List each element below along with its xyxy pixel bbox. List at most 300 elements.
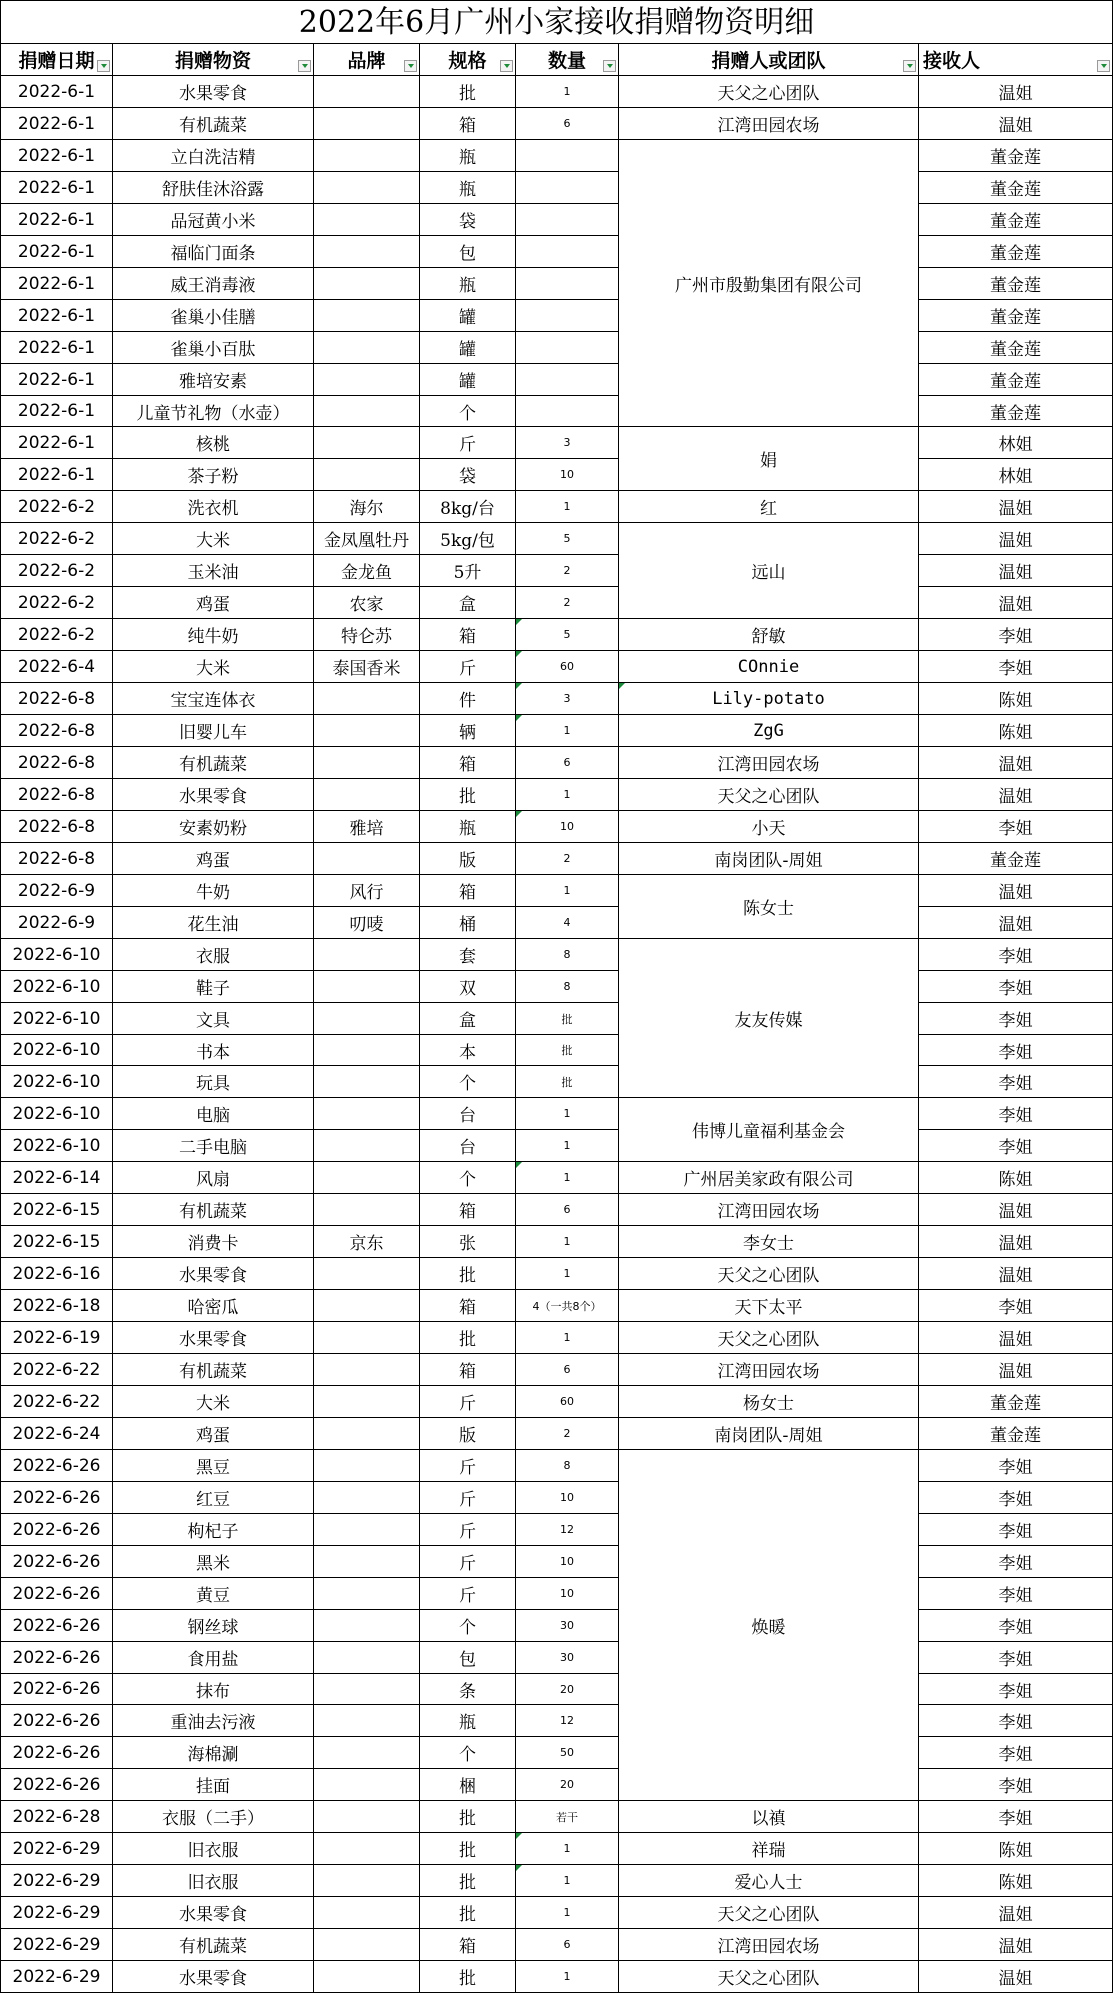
qty-cell[interactable]: [516, 1322, 619, 1354]
header-brand[interactable]: [314, 44, 420, 76]
receiver-cell[interactable]: [919, 76, 1113, 108]
date-cell[interactable]: [0, 1258, 113, 1290]
spec-cell[interactable]: [420, 364, 516, 396]
receiver-cell[interactable]: [919, 1929, 1113, 1961]
spec-cell[interactable]: [420, 1130, 516, 1162]
qty-cell[interactable]: [516, 427, 619, 459]
item-cell[interactable]: [113, 1322, 314, 1354]
receiver-cell[interactable]: [919, 427, 1113, 459]
merged-donor-cell[interactable]: [619, 939, 919, 1098]
item-cell[interactable]: [113, 396, 314, 427]
spec-cell[interactable]: [420, 1865, 516, 1897]
brand-cell[interactable]: [314, 1418, 420, 1450]
qty-cell[interactable]: [516, 1003, 619, 1035]
spec-cell[interactable]: [420, 715, 516, 747]
item-cell[interactable]: [113, 1674, 314, 1705]
brand-cell[interactable]: [314, 651, 420, 683]
brand-cell[interactable]: [314, 204, 420, 236]
qty-cell[interactable]: [516, 1482, 619, 1514]
date-cell[interactable]: [0, 1194, 113, 1226]
item-cell[interactable]: [113, 1258, 314, 1290]
receiver-cell[interactable]: [919, 1801, 1113, 1833]
receiver-cell[interactable]: [919, 1130, 1113, 1162]
item-cell[interactable]: [113, 811, 314, 843]
donor-cell[interactable]: [619, 76, 919, 108]
qty-cell[interactable]: [516, 1801, 619, 1833]
date-cell[interactable]: [0, 555, 113, 587]
date-cell[interactable]: [0, 683, 113, 715]
date-cell[interactable]: [0, 1674, 113, 1705]
donor-cell[interactable]: [619, 843, 919, 875]
spec-cell[interactable]: [420, 1035, 516, 1066]
qty-cell[interactable]: [516, 236, 619, 268]
receiver-cell[interactable]: [919, 1514, 1113, 1546]
donor-cell[interactable]: [619, 1961, 919, 1993]
receiver-cell[interactable]: [919, 459, 1113, 491]
receiver-cell[interactable]: [919, 1865, 1113, 1897]
item-cell[interactable]: [113, 1737, 314, 1769]
receiver-cell[interactable]: [919, 1833, 1113, 1865]
receiver-cell[interactable]: [919, 1194, 1113, 1226]
item-cell[interactable]: [113, 683, 314, 715]
receiver-cell[interactable]: [919, 907, 1113, 939]
date-cell[interactable]: [0, 491, 113, 523]
item-cell[interactable]: [113, 268, 314, 300]
item-cell[interactable]: [113, 1642, 314, 1674]
qty-cell[interactable]: [516, 1833, 619, 1865]
receiver-cell[interactable]: [919, 204, 1113, 236]
spec-cell[interactable]: [420, 1003, 516, 1035]
qty-cell[interactable]: [516, 1098, 619, 1130]
qty-cell[interactable]: [516, 1290, 619, 1322]
brand-cell[interactable]: [314, 1929, 420, 1961]
merged-donor-cell[interactable]: [619, 875, 919, 939]
brand-cell[interactable]: [314, 108, 420, 140]
brand-cell[interactable]: [314, 1035, 420, 1066]
receiver-cell[interactable]: [919, 108, 1113, 140]
brand-cell[interactable]: [314, 236, 420, 268]
brand-cell[interactable]: [314, 1194, 420, 1226]
date-cell[interactable]: [0, 939, 113, 971]
qty-cell[interactable]: [516, 1354, 619, 1386]
item-cell[interactable]: [113, 747, 314, 779]
date-cell[interactable]: [0, 1769, 113, 1801]
item-cell[interactable]: [113, 459, 314, 491]
spec-cell[interactable]: [420, 76, 516, 108]
date-cell[interactable]: [0, 108, 113, 140]
item-cell[interactable]: [113, 1130, 314, 1162]
item-cell[interactable]: [113, 1801, 314, 1833]
qty-cell[interactable]: [516, 1705, 619, 1737]
receiver-cell[interactable]: [919, 332, 1113, 364]
brand-cell[interactable]: [314, 1578, 420, 1610]
date-cell[interactable]: [0, 1035, 113, 1066]
qty-cell[interactable]: [516, 1130, 619, 1162]
brand-cell[interactable]: [314, 491, 420, 523]
date-cell[interactable]: [0, 907, 113, 939]
receiver-cell[interactable]: [919, 1737, 1113, 1769]
date-cell[interactable]: [0, 76, 113, 108]
brand-cell[interactable]: [314, 1290, 420, 1322]
receiver-cell[interactable]: [919, 1642, 1113, 1674]
date-cell[interactable]: [0, 1961, 113, 1993]
date-cell[interactable]: [0, 587, 113, 619]
qty-cell[interactable]: [516, 76, 619, 108]
brand-cell[interactable]: [314, 1546, 420, 1578]
qty-cell[interactable]: [516, 779, 619, 811]
merged-donor-cell[interactable]: [619, 427, 919, 491]
donor-cell[interactable]: [619, 1801, 919, 1833]
qty-cell[interactable]: [516, 1737, 619, 1769]
donor-cell[interactable]: [619, 1386, 919, 1418]
receiver-cell[interactable]: [919, 1098, 1113, 1130]
spec-cell[interactable]: [420, 1833, 516, 1865]
qty-cell[interactable]: [516, 204, 619, 236]
brand-cell[interactable]: [314, 523, 420, 555]
spec-cell[interactable]: [420, 332, 516, 364]
date-cell[interactable]: [0, 843, 113, 875]
donor-cell[interactable]: [619, 651, 919, 683]
date-cell[interactable]: [0, 1865, 113, 1897]
date-cell[interactable]: [0, 1737, 113, 1769]
item-cell[interactable]: [113, 1035, 314, 1066]
date-cell[interactable]: [0, 236, 113, 268]
spec-cell[interactable]: [420, 268, 516, 300]
spec-cell[interactable]: [420, 427, 516, 459]
receiver-cell[interactable]: [919, 1450, 1113, 1482]
merged-donor-cell[interactable]: [619, 1450, 919, 1801]
brand-cell[interactable]: [314, 1705, 420, 1737]
brand-cell[interactable]: [314, 779, 420, 811]
date-cell[interactable]: [0, 1066, 113, 1098]
spec-cell[interactable]: [420, 1226, 516, 1258]
brand-cell[interactable]: [314, 1162, 420, 1194]
receiver-cell[interactable]: [919, 1769, 1113, 1801]
qty-cell[interactable]: [516, 1961, 619, 1993]
spec-cell[interactable]: [420, 619, 516, 651]
item-cell[interactable]: [113, 1897, 314, 1929]
item-cell[interactable]: [113, 555, 314, 587]
item-cell[interactable]: [113, 1003, 314, 1035]
qty-cell[interactable]: [516, 651, 619, 683]
spec-cell[interactable]: [420, 1546, 516, 1578]
date-cell[interactable]: [0, 364, 113, 396]
spec-cell[interactable]: [420, 1418, 516, 1450]
brand-cell[interactable]: [314, 715, 420, 747]
spec-cell[interactable]: [420, 1162, 516, 1194]
item-cell[interactable]: [113, 1386, 314, 1418]
spec-cell[interactable]: [420, 1610, 516, 1642]
item-cell[interactable]: [113, 523, 314, 555]
item-cell[interactable]: [113, 1929, 314, 1961]
brand-cell[interactable]: [314, 1354, 420, 1386]
donor-cell[interactable]: [619, 747, 919, 779]
receiver-cell[interactable]: [919, 1418, 1113, 1450]
spec-cell[interactable]: [420, 779, 516, 811]
receiver-cell[interactable]: [919, 1546, 1113, 1578]
receiver-cell[interactable]: [919, 587, 1113, 619]
item-cell[interactable]: [113, 1162, 314, 1194]
header-donor[interactable]: [619, 44, 919, 76]
receiver-cell[interactable]: [919, 651, 1113, 683]
qty-cell[interactable]: [516, 140, 619, 172]
donor-cell[interactable]: [619, 1929, 919, 1961]
spec-cell[interactable]: [420, 172, 516, 204]
qty-cell[interactable]: [516, 907, 619, 939]
qty-cell[interactable]: [516, 1929, 619, 1961]
spec-cell[interactable]: [420, 459, 516, 491]
date-cell[interactable]: [0, 1897, 113, 1929]
donor-cell[interactable]: [619, 715, 919, 747]
donor-cell[interactable]: [619, 1162, 919, 1194]
item-cell[interactable]: [113, 491, 314, 523]
brand-cell[interactable]: [314, 300, 420, 332]
qty-cell[interactable]: [516, 875, 619, 907]
item-cell[interactable]: [113, 1066, 314, 1098]
item-cell[interactable]: [113, 1833, 314, 1865]
item-cell[interactable]: [113, 587, 314, 619]
receiver-cell[interactable]: [919, 619, 1113, 651]
brand-cell[interactable]: [314, 1098, 420, 1130]
date-cell[interactable]: [0, 459, 113, 491]
qty-cell[interactable]: [516, 108, 619, 140]
brand-cell[interactable]: [314, 843, 420, 875]
spec-cell[interactable]: [420, 1642, 516, 1674]
receiver-cell[interactable]: [919, 1482, 1113, 1514]
spec-cell[interactable]: [420, 1386, 516, 1418]
item-cell[interactable]: [113, 651, 314, 683]
qty-cell[interactable]: [516, 459, 619, 491]
receiver-cell[interactable]: [919, 715, 1113, 747]
qty-cell[interactable]: [516, 1546, 619, 1578]
qty-cell[interactable]: [516, 555, 619, 587]
brand-cell[interactable]: [314, 1386, 420, 1418]
spec-cell[interactable]: [420, 811, 516, 843]
date-cell[interactable]: [0, 811, 113, 843]
qty-cell[interactable]: [516, 1769, 619, 1801]
qty-cell[interactable]: [516, 1897, 619, 1929]
receiver-cell[interactable]: [919, 1610, 1113, 1642]
spec-cell[interactable]: [420, 939, 516, 971]
merged-donor-cell[interactable]: [619, 1098, 919, 1162]
item-cell[interactable]: [113, 76, 314, 108]
brand-cell[interactable]: [314, 1003, 420, 1035]
date-cell[interactable]: [0, 1642, 113, 1674]
item-cell[interactable]: [113, 1226, 314, 1258]
receiver-cell[interactable]: [919, 747, 1113, 779]
donor-cell[interactable]: [619, 1322, 919, 1354]
qty-cell[interactable]: [516, 843, 619, 875]
filter-dropdown-icon[interactable]: [404, 60, 417, 72]
receiver-cell[interactable]: [919, 1674, 1113, 1705]
receiver-cell[interactable]: [919, 1961, 1113, 1993]
date-cell[interactable]: [0, 1610, 113, 1642]
date-cell[interactable]: [0, 875, 113, 907]
date-cell[interactable]: [0, 1514, 113, 1546]
donor-cell[interactable]: [619, 108, 919, 140]
brand-cell[interactable]: [314, 76, 420, 108]
spec-cell[interactable]: [420, 236, 516, 268]
header-item[interactable]: [113, 44, 314, 76]
receiver-cell[interactable]: [919, 1705, 1113, 1737]
qty-cell[interactable]: [516, 971, 619, 1003]
donor-cell[interactable]: [619, 1226, 919, 1258]
receiver-cell[interactable]: [919, 939, 1113, 971]
item-cell[interactable]: [113, 332, 314, 364]
brand-cell[interactable]: [314, 1610, 420, 1642]
brand-cell[interactable]: [314, 268, 420, 300]
date-cell[interactable]: [0, 523, 113, 555]
receiver-cell[interactable]: [919, 1322, 1113, 1354]
filter-dropdown-icon[interactable]: [903, 60, 916, 72]
qty-cell[interactable]: [516, 811, 619, 843]
date-cell[interactable]: [0, 1833, 113, 1865]
filter-dropdown-icon[interactable]: [298, 60, 311, 72]
date-cell[interactable]: [0, 1801, 113, 1833]
brand-cell[interactable]: [314, 396, 420, 427]
item-cell[interactable]: [113, 1354, 314, 1386]
item-cell[interactable]: [113, 619, 314, 651]
qty-cell[interactable]: [516, 587, 619, 619]
receiver-cell[interactable]: [919, 1578, 1113, 1610]
merged-donor-cell[interactable]: [619, 523, 919, 619]
item-cell[interactable]: [113, 875, 314, 907]
date-cell[interactable]: [0, 1482, 113, 1514]
date-cell[interactable]: [0, 1003, 113, 1035]
filter-dropdown-icon[interactable]: [500, 60, 513, 72]
brand-cell[interactable]: [314, 1801, 420, 1833]
item-cell[interactable]: [113, 236, 314, 268]
brand-cell[interactable]: [314, 1066, 420, 1098]
spec-cell[interactable]: [420, 300, 516, 332]
brand-cell[interactable]: [314, 1130, 420, 1162]
item-cell[interactable]: [113, 1705, 314, 1737]
qty-cell[interactable]: [516, 1450, 619, 1482]
receiver-cell[interactable]: [919, 523, 1113, 555]
item-cell[interactable]: [113, 1961, 314, 1993]
qty-cell[interactable]: [516, 300, 619, 332]
item-cell[interactable]: [113, 1865, 314, 1897]
spec-cell[interactable]: [420, 1961, 516, 1993]
item-cell[interactable]: [113, 715, 314, 747]
spec-cell[interactable]: [420, 1354, 516, 1386]
item-cell[interactable]: [113, 1482, 314, 1514]
donor-cell[interactable]: [619, 779, 919, 811]
spec-cell[interactable]: [420, 1674, 516, 1705]
qty-cell[interactable]: [516, 1642, 619, 1674]
receiver-cell[interactable]: [919, 811, 1113, 843]
spec-cell[interactable]: [420, 1194, 516, 1226]
date-cell[interactable]: [0, 1578, 113, 1610]
date-cell[interactable]: [0, 268, 113, 300]
spec-cell[interactable]: [420, 491, 516, 523]
qty-cell[interactable]: [516, 1226, 619, 1258]
donor-cell[interactable]: [619, 683, 919, 715]
receiver-cell[interactable]: [919, 140, 1113, 172]
brand-cell[interactable]: [314, 1897, 420, 1929]
spec-cell[interactable]: [420, 1801, 516, 1833]
qty-cell[interactable]: [516, 332, 619, 364]
filter-dropdown-icon[interactable]: [603, 60, 616, 72]
donor-cell[interactable]: [619, 811, 919, 843]
spec-cell[interactable]: [420, 140, 516, 172]
date-cell[interactable]: [0, 1098, 113, 1130]
brand-cell[interactable]: [314, 1322, 420, 1354]
spec-cell[interactable]: [420, 1737, 516, 1769]
item-cell[interactable]: [113, 364, 314, 396]
receiver-cell[interactable]: [919, 555, 1113, 587]
qty-cell[interactable]: [516, 1865, 619, 1897]
brand-cell[interactable]: [314, 140, 420, 172]
brand-cell[interactable]: [314, 332, 420, 364]
spec-cell[interactable]: [420, 1258, 516, 1290]
item-cell[interactable]: [113, 907, 314, 939]
date-cell[interactable]: [0, 619, 113, 651]
qty-cell[interactable]: [516, 396, 619, 427]
brand-cell[interactable]: [314, 907, 420, 939]
receiver-cell[interactable]: [919, 971, 1113, 1003]
receiver-cell[interactable]: [919, 779, 1113, 811]
item-cell[interactable]: [113, 1546, 314, 1578]
receiver-cell[interactable]: [919, 1386, 1113, 1418]
donor-cell[interactable]: [619, 491, 919, 523]
spec-cell[interactable]: [420, 747, 516, 779]
spec-cell[interactable]: [420, 587, 516, 619]
header-receiver[interactable]: [919, 44, 1113, 76]
item-cell[interactable]: [113, 427, 314, 459]
item-cell[interactable]: [113, 1769, 314, 1801]
receiver-cell[interactable]: [919, 1226, 1113, 1258]
brand-cell[interactable]: [314, 1961, 420, 1993]
date-cell[interactable]: [0, 1290, 113, 1322]
brand-cell[interactable]: [314, 1482, 420, 1514]
item-cell[interactable]: [113, 1418, 314, 1450]
brand-cell[interactable]: [314, 875, 420, 907]
brand-cell[interactable]: [314, 1833, 420, 1865]
date-cell[interactable]: [0, 747, 113, 779]
donor-cell[interactable]: [619, 1897, 919, 1929]
spec-cell[interactable]: [420, 555, 516, 587]
qty-cell[interactable]: [516, 1610, 619, 1642]
spec-cell[interactable]: [420, 1897, 516, 1929]
date-cell[interactable]: [0, 1546, 113, 1578]
brand-cell[interactable]: [314, 811, 420, 843]
spec-cell[interactable]: [420, 1482, 516, 1514]
spec-cell[interactable]: [420, 1450, 516, 1482]
date-cell[interactable]: [0, 1929, 113, 1961]
spec-cell[interactable]: [420, 683, 516, 715]
date-cell[interactable]: [0, 1226, 113, 1258]
item-cell[interactable]: [113, 1290, 314, 1322]
receiver-cell[interactable]: [919, 236, 1113, 268]
qty-cell[interactable]: [516, 1674, 619, 1705]
header-qty[interactable]: [516, 44, 619, 76]
header-date[interactable]: [0, 44, 113, 76]
qty-cell[interactable]: [516, 747, 619, 779]
qty-cell[interactable]: [516, 619, 619, 651]
brand-cell[interactable]: [314, 427, 420, 459]
date-cell[interactable]: [0, 1354, 113, 1386]
date-cell[interactable]: [0, 1450, 113, 1482]
brand-cell[interactable]: [314, 1674, 420, 1705]
filter-dropdown-icon[interactable]: [1097, 60, 1110, 72]
spec-cell[interactable]: [420, 396, 516, 427]
receiver-cell[interactable]: [919, 683, 1113, 715]
receiver-cell[interactable]: [919, 364, 1113, 396]
qty-cell[interactable]: [516, 1258, 619, 1290]
brand-cell[interactable]: [314, 1450, 420, 1482]
item-cell[interactable]: [113, 140, 314, 172]
